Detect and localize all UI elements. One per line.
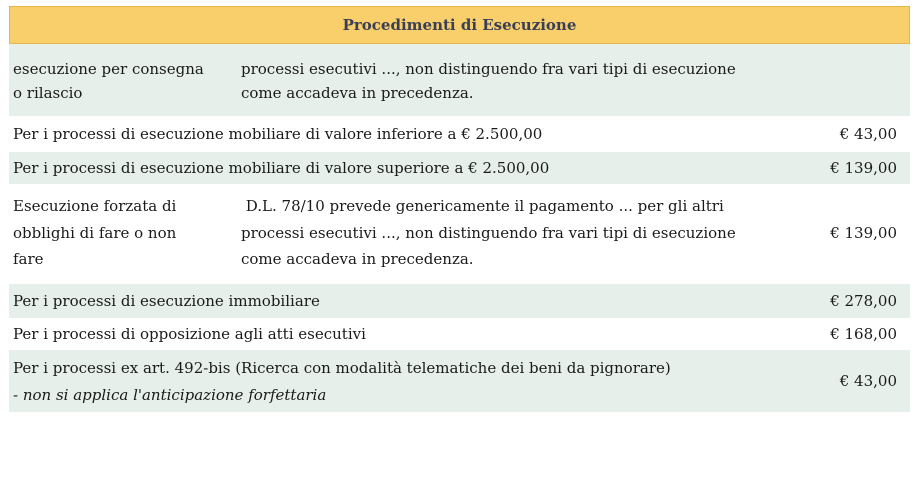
- table-header: Procedimenti di Esecuzione: [9, 6, 910, 44]
- row-label-line: o rilascio: [13, 84, 83, 102]
- table-row: [9, 350, 910, 412]
- table-row: [9, 184, 910, 284]
- row-price: € 168,00: [830, 325, 897, 343]
- row-description-line: come accadeva in precedenza.: [241, 250, 474, 268]
- row-text: Per i processi di opposizione agli atti esecutivi: [13, 325, 366, 343]
- row-note: - non si applica l'anticipazione forfettaria: [13, 386, 327, 404]
- table-row: [9, 44, 910, 116]
- row-label-line: fare: [13, 250, 44, 268]
- table-row: [9, 152, 910, 184]
- row-price: € 43,00: [839, 125, 897, 143]
- row-text: Per i processi ex art. 492-bis (Ricerca con modalità telematiche dei beni da pignorare): [13, 359, 671, 377]
- table-row: [9, 284, 910, 318]
- row-description-line: processi esecutivi ..., non distinguendo fra vari tipi di esecuzione: [241, 60, 736, 78]
- row-text: Per i processi di esecuzione immobiliare: [13, 292, 320, 310]
- row-label-line: Esecuzione forzata di: [13, 197, 177, 215]
- row-price: € 139,00: [830, 224, 897, 242]
- table-row: [9, 116, 910, 152]
- row-text: Per i processi di esecuzione mobiliare di valore superiore a € 2.500,00: [13, 159, 550, 177]
- table-row: [9, 318, 910, 350]
- row-description-line: D.L. 78/10 prevede genericamente il pagamento ... per gli altri: [241, 197, 724, 215]
- fee-table: [9, 6, 910, 412]
- row-label-line: esecuzione per consegna: [13, 60, 204, 78]
- row-price: € 139,00: [830, 159, 897, 177]
- row-description-line: processi esecutivi ..., non distinguendo fra vari tipi di esecuzione: [241, 224, 736, 242]
- row-description-line: come accadeva in precedenza.: [241, 84, 474, 102]
- row-label-line: obblighi di fare o non: [13, 224, 177, 242]
- row-price: € 278,00: [830, 292, 897, 310]
- row-text: Per i processi di esecuzione mobiliare di valore inferiore a € 2.500,00: [13, 125, 543, 143]
- row-price: € 43,00: [839, 372, 897, 390]
